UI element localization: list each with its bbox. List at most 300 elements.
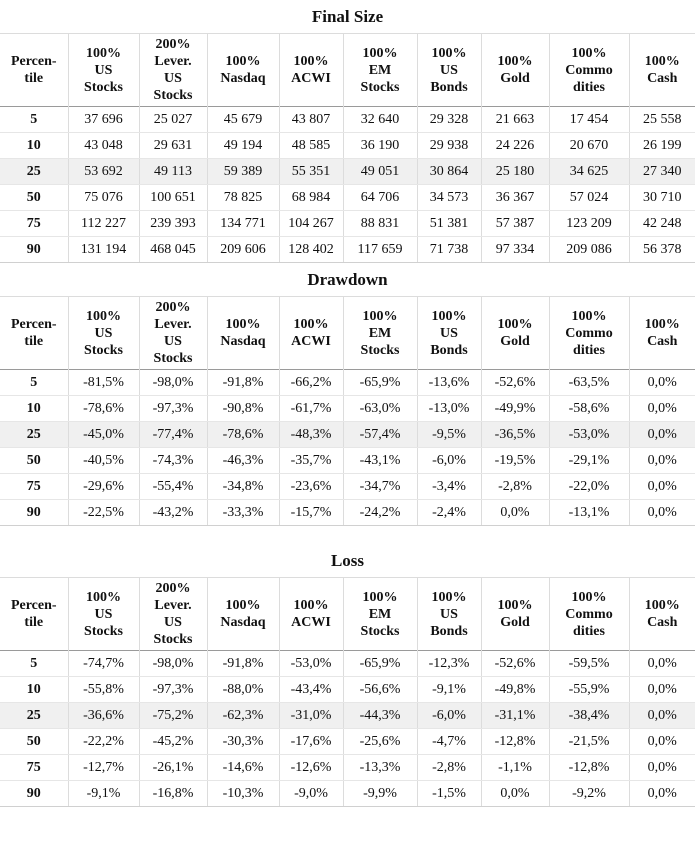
- value-cell: -29,6%: [68, 474, 139, 500]
- value-cell: 56 378: [629, 237, 695, 263]
- header-line: Bonds: [430, 79, 468, 95]
- value-cell: -29,1%: [549, 448, 629, 474]
- value-cell: 26 199: [629, 133, 695, 159]
- header-line: Stocks: [360, 623, 400, 639]
- value-cell: 88 831: [343, 211, 417, 237]
- header-line: Cash: [647, 71, 678, 86]
- value-cell: 468 045: [139, 237, 207, 263]
- column-header: [343, 34, 417, 107]
- value-cell: -58,6%: [549, 396, 629, 422]
- value-cell: 45 679: [207, 107, 279, 133]
- value-cell: 112 227: [68, 211, 139, 237]
- value-cell: 36 367: [481, 185, 549, 211]
- header-line: Stocks: [84, 79, 123, 95]
- value-cell: -6,0%: [417, 448, 481, 474]
- value-cell: 71 738: [417, 237, 481, 263]
- column-header: [279, 578, 343, 651]
- header-line: Percen-: [10, 317, 57, 332]
- value-cell: -12,3%: [417, 651, 481, 677]
- value-cell: -57,4%: [343, 422, 417, 448]
- header-line: Stocks: [153, 351, 193, 366]
- header-line: US: [94, 62, 113, 78]
- value-cell: 239 393: [139, 211, 207, 237]
- value-cell: 104 267: [279, 211, 343, 237]
- header-line: 100%: [431, 308, 467, 324]
- header-line: 100%: [225, 317, 261, 332]
- header-line: Gold: [500, 615, 530, 630]
- column-header: [549, 34, 629, 107]
- value-cell: 30 710: [629, 185, 695, 211]
- value-cell: 75 076: [68, 185, 139, 211]
- header-line: Stocks: [84, 623, 123, 639]
- percentile-cell: 50: [0, 185, 68, 211]
- value-cell: -59,5%: [549, 651, 629, 677]
- header-line: EM: [368, 325, 392, 341]
- percentile-cell: 75: [0, 211, 68, 237]
- value-cell: 36 190: [343, 133, 417, 159]
- value-cell: -22,2%: [68, 729, 139, 755]
- value-cell: -36,6%: [68, 703, 139, 729]
- value-cell: -13,0%: [417, 396, 481, 422]
- table-row: [0, 755, 695, 781]
- percentile-header: [0, 34, 68, 107]
- table-row: [0, 159, 695, 185]
- value-cell: 24 226: [481, 133, 549, 159]
- header-line: US: [440, 606, 458, 622]
- column-header: [549, 297, 629, 370]
- percentile-cell: 90: [0, 237, 68, 263]
- header-line: Stocks: [360, 79, 400, 95]
- value-cell: 134 771: [207, 211, 279, 237]
- value-cell: 117 659: [343, 237, 417, 263]
- header-line: Stocks: [84, 342, 123, 358]
- header-line: 100%: [86, 308, 121, 324]
- value-cell: -43,2%: [139, 500, 207, 526]
- value-cell: -49,9%: [481, 396, 549, 422]
- value-cell: -56,6%: [343, 677, 417, 703]
- table-row: [0, 677, 695, 703]
- header-line: ACWI: [291, 71, 331, 86]
- header-line: tile: [24, 334, 44, 349]
- table-row: [0, 185, 695, 211]
- value-cell: -21,5%: [549, 729, 629, 755]
- value-cell: 78 825: [207, 185, 279, 211]
- column-header: [207, 34, 279, 107]
- value-cell: 25 027: [139, 107, 207, 133]
- header-line: Cash: [647, 334, 678, 349]
- value-cell: 0,0%: [629, 781, 695, 807]
- header-line: 100%: [644, 54, 680, 69]
- percentile-cell: 75: [0, 474, 68, 500]
- header-line: 200%: [155, 37, 191, 52]
- header-line: 100%: [431, 45, 467, 61]
- value-cell: -25,6%: [343, 729, 417, 755]
- header-row: [0, 297, 695, 370]
- value-cell: 25 180: [481, 159, 549, 185]
- table-row: [0, 651, 695, 677]
- value-cell: -53,0%: [549, 422, 629, 448]
- section-3: [0, 544, 695, 807]
- header-line: Commo: [565, 606, 613, 622]
- value-cell: 0,0%: [481, 500, 549, 526]
- value-cell: -65,9%: [343, 370, 417, 396]
- value-cell: 68 984: [279, 185, 343, 211]
- table-row: [0, 474, 695, 500]
- header-line: tile: [24, 71, 44, 86]
- value-cell: 97 334: [481, 237, 549, 263]
- header-line: 200%: [155, 581, 191, 596]
- value-cell: 20 670: [549, 133, 629, 159]
- value-cell: 57 387: [481, 211, 549, 237]
- value-cell: 0,0%: [629, 448, 695, 474]
- column-header: [343, 297, 417, 370]
- value-cell: -55,4%: [139, 474, 207, 500]
- header-line: 100%: [644, 317, 680, 332]
- value-cell: -98,0%: [139, 651, 207, 677]
- value-cell: -63,5%: [549, 370, 629, 396]
- value-cell: -9,2%: [549, 781, 629, 807]
- percentile-cell: 50: [0, 729, 68, 755]
- value-cell: -22,5%: [68, 500, 139, 526]
- value-cell: 49 194: [207, 133, 279, 159]
- value-cell: 29 328: [417, 107, 481, 133]
- value-cell: 34 573: [417, 185, 481, 211]
- column-header: [207, 578, 279, 651]
- value-cell: -12,8%: [549, 755, 629, 781]
- value-cell: 43 807: [279, 107, 343, 133]
- value-cell: 128 402: [279, 237, 343, 263]
- value-cell: 17 454: [549, 107, 629, 133]
- header-line: 100%: [293, 598, 329, 613]
- value-cell: -33,3%: [207, 500, 279, 526]
- percentile-cell: 5: [0, 651, 68, 677]
- header-line: Lever.: [154, 598, 192, 613]
- header-line: Percen-: [10, 54, 57, 69]
- header-line: Nasdaq: [220, 615, 266, 630]
- header-line: dities: [573, 342, 605, 358]
- value-cell: 123 209: [549, 211, 629, 237]
- header-line: Lever.: [154, 317, 192, 332]
- value-cell: 53 692: [68, 159, 139, 185]
- value-cell: -13,1%: [549, 500, 629, 526]
- percentile-cell: 25: [0, 703, 68, 729]
- header-line: US: [164, 615, 182, 630]
- value-cell: -97,3%: [139, 396, 207, 422]
- column-header: [481, 34, 549, 107]
- percentile-cell: 75: [0, 755, 68, 781]
- value-cell: -38,4%: [549, 703, 629, 729]
- value-cell: 0,0%: [629, 474, 695, 500]
- table-row: [0, 729, 695, 755]
- header-line: US: [94, 606, 113, 622]
- header-line: EM: [368, 606, 392, 622]
- value-cell: -91,8%: [207, 370, 279, 396]
- header-line: dities: [573, 79, 605, 95]
- table-row: [0, 107, 695, 133]
- value-cell: 0,0%: [629, 370, 695, 396]
- value-cell: 0,0%: [629, 677, 695, 703]
- percentile-cell: 90: [0, 781, 68, 807]
- header-line: US: [164, 334, 182, 349]
- header-line: ACWI: [291, 334, 331, 349]
- value-cell: -9,5%: [417, 422, 481, 448]
- value-cell: 209 086: [549, 237, 629, 263]
- header-line: Stocks: [153, 88, 193, 103]
- value-cell: -55,9%: [549, 677, 629, 703]
- header-line: 200%: [155, 300, 191, 315]
- value-cell: -2,8%: [417, 755, 481, 781]
- value-cell: -61,7%: [279, 396, 343, 422]
- value-cell: -12,7%: [68, 755, 139, 781]
- value-cell: -35,7%: [279, 448, 343, 474]
- value-cell: -13,6%: [417, 370, 481, 396]
- value-cell: 49 051: [343, 159, 417, 185]
- value-cell: 43 048: [68, 133, 139, 159]
- value-cell: 21 663: [481, 107, 549, 133]
- data-table: [0, 33, 695, 263]
- value-cell: -98,0%: [139, 370, 207, 396]
- percentile-cell: 50: [0, 448, 68, 474]
- value-cell: -30,3%: [207, 729, 279, 755]
- column-header: [417, 34, 481, 107]
- value-cell: -78,6%: [207, 422, 279, 448]
- header-line: Cash: [647, 615, 678, 630]
- value-cell: -88,0%: [207, 677, 279, 703]
- section-gap: [0, 526, 695, 544]
- value-cell: 37 696: [68, 107, 139, 133]
- value-cell: -2,8%: [481, 474, 549, 500]
- header-line: EM: [368, 62, 392, 78]
- percentile-cell: 5: [0, 370, 68, 396]
- value-cell: -16,8%: [139, 781, 207, 807]
- value-cell: -55,8%: [68, 677, 139, 703]
- header-line: 100%: [497, 317, 533, 332]
- header-line: 100%: [86, 45, 121, 61]
- value-cell: -1,1%: [481, 755, 549, 781]
- table-row: [0, 133, 695, 159]
- value-cell: -9,9%: [343, 781, 417, 807]
- section-title: Loss: [330, 551, 365, 570]
- column-header: [417, 578, 481, 651]
- value-cell: 34 625: [549, 159, 629, 185]
- table-row: [0, 422, 695, 448]
- value-cell: -97,3%: [139, 677, 207, 703]
- percentile-cell: 10: [0, 133, 68, 159]
- value-cell: -34,7%: [343, 474, 417, 500]
- header-line: Bonds: [430, 623, 468, 639]
- value-cell: 0,0%: [629, 422, 695, 448]
- value-cell: -52,6%: [481, 651, 549, 677]
- header-line: Gold: [500, 334, 530, 349]
- value-cell: 49 113: [139, 159, 207, 185]
- value-cell: 209 606: [207, 237, 279, 263]
- header-line: Commo: [565, 62, 613, 78]
- column-header: [629, 297, 695, 370]
- percentile-cell: 10: [0, 677, 68, 703]
- column-header: [279, 297, 343, 370]
- value-cell: -77,4%: [139, 422, 207, 448]
- column-header: [549, 578, 629, 651]
- header-line: US: [164, 71, 182, 86]
- header-line: 100%: [497, 54, 533, 69]
- header-line: 100%: [644, 598, 680, 613]
- header-line: 100%: [571, 308, 607, 324]
- value-cell: -49,8%: [481, 677, 549, 703]
- percentile-cell: 25: [0, 422, 68, 448]
- header-line: 100%: [497, 598, 533, 613]
- value-cell: -6,0%: [417, 703, 481, 729]
- value-cell: -9,1%: [417, 677, 481, 703]
- header-line: 100%: [571, 45, 607, 61]
- column-header: [139, 297, 207, 370]
- value-cell: -91,8%: [207, 651, 279, 677]
- header-line: 100%: [571, 589, 607, 605]
- value-cell: 64 706: [343, 185, 417, 211]
- value-cell: 100 651: [139, 185, 207, 211]
- column-header: [629, 34, 695, 107]
- header-line: Lever.: [154, 54, 192, 69]
- value-cell: -90,8%: [207, 396, 279, 422]
- value-cell: -12,8%: [481, 729, 549, 755]
- value-cell: -14,6%: [207, 755, 279, 781]
- value-cell: -43,1%: [343, 448, 417, 474]
- section-1: [0, 0, 695, 263]
- value-cell: -34,8%: [207, 474, 279, 500]
- header-row: [0, 34, 695, 107]
- value-cell: 51 381: [417, 211, 481, 237]
- value-cell: -31,0%: [279, 703, 343, 729]
- value-cell: -36,5%: [481, 422, 549, 448]
- value-cell: 27 340: [629, 159, 695, 185]
- value-cell: -12,6%: [279, 755, 343, 781]
- value-cell: -26,1%: [139, 755, 207, 781]
- value-cell: 30 864: [417, 159, 481, 185]
- column-header: [68, 34, 139, 107]
- value-cell: -3,4%: [417, 474, 481, 500]
- header-line: 100%: [362, 308, 398, 324]
- table-row: [0, 703, 695, 729]
- column-header: [139, 578, 207, 651]
- percentile-header: [0, 578, 68, 651]
- table-row: [0, 396, 695, 422]
- value-cell: -48,3%: [279, 422, 343, 448]
- column-header: [481, 297, 549, 370]
- header-line: 100%: [293, 317, 329, 332]
- value-cell: 0,0%: [481, 781, 549, 807]
- value-cell: 0,0%: [629, 703, 695, 729]
- value-cell: -74,7%: [68, 651, 139, 677]
- value-cell: 57 024: [549, 185, 629, 211]
- value-cell: -66,2%: [279, 370, 343, 396]
- column-header: [139, 34, 207, 107]
- header-line: 100%: [86, 589, 121, 605]
- percentile-cell: 90: [0, 500, 68, 526]
- table-row: [0, 448, 695, 474]
- column-header: [629, 578, 695, 651]
- value-cell: -40,5%: [68, 448, 139, 474]
- percentile-cell: 25: [0, 159, 68, 185]
- header-line: US: [440, 62, 458, 78]
- column-header: [68, 578, 139, 651]
- value-cell: 0,0%: [629, 755, 695, 781]
- value-cell: 131 194: [68, 237, 139, 263]
- header-line: 100%: [225, 54, 261, 69]
- value-cell: -65,9%: [343, 651, 417, 677]
- header-line: 100%: [362, 45, 398, 61]
- header-line: ACWI: [291, 615, 331, 630]
- value-cell: -78,6%: [68, 396, 139, 422]
- header-line: Gold: [500, 71, 530, 86]
- header-line: Commo: [565, 325, 613, 341]
- value-cell: -52,6%: [481, 370, 549, 396]
- table-row: [0, 370, 695, 396]
- value-cell: 55 351: [279, 159, 343, 185]
- value-cell: -24,2%: [343, 500, 417, 526]
- value-cell: -23,6%: [279, 474, 343, 500]
- table-row: [0, 781, 695, 807]
- table-row: [0, 211, 695, 237]
- header-line: 100%: [431, 589, 467, 605]
- table-row: [0, 237, 695, 263]
- header-line: US: [440, 325, 458, 341]
- header-line: 100%: [293, 54, 329, 69]
- section-title: Final Size: [311, 7, 384, 26]
- value-cell: 0,0%: [629, 651, 695, 677]
- header-line: 100%: [225, 598, 261, 613]
- value-cell: -81,5%: [68, 370, 139, 396]
- column-header: [68, 297, 139, 370]
- value-cell: -75,2%: [139, 703, 207, 729]
- value-cell: -44,3%: [343, 703, 417, 729]
- column-header: [207, 297, 279, 370]
- value-cell: -45,0%: [68, 422, 139, 448]
- column-header: [343, 578, 417, 651]
- value-cell: 29 938: [417, 133, 481, 159]
- section-title: Drawdown: [307, 270, 388, 289]
- value-cell: -4,7%: [417, 729, 481, 755]
- value-cell: -10,3%: [207, 781, 279, 807]
- value-cell: -62,3%: [207, 703, 279, 729]
- value-cell: 0,0%: [629, 396, 695, 422]
- value-cell: 59 389: [207, 159, 279, 185]
- value-cell: -9,1%: [68, 781, 139, 807]
- header-line: Stocks: [360, 342, 400, 358]
- header-line: Stocks: [153, 632, 193, 647]
- percentile-cell: 10: [0, 396, 68, 422]
- header-line: Bonds: [430, 342, 468, 358]
- percentile-cell: 5: [0, 107, 68, 133]
- column-header: [279, 34, 343, 107]
- value-cell: -19,5%: [481, 448, 549, 474]
- value-cell: -45,2%: [139, 729, 207, 755]
- header-line: Nasdaq: [220, 334, 266, 349]
- data-table: [0, 577, 695, 807]
- header-line: tile: [24, 615, 44, 630]
- table-row: [0, 500, 695, 526]
- value-cell: -22,0%: [549, 474, 629, 500]
- value-cell: 25 558: [629, 107, 695, 133]
- value-cell: -53,0%: [279, 651, 343, 677]
- value-cell: -43,4%: [279, 677, 343, 703]
- header-line: US: [94, 325, 113, 341]
- value-cell: -2,4%: [417, 500, 481, 526]
- value-cell: 42 248: [629, 211, 695, 237]
- header-row: [0, 578, 695, 651]
- value-cell: -9,0%: [279, 781, 343, 807]
- data-table: [0, 296, 695, 526]
- value-cell: -15,7%: [279, 500, 343, 526]
- header-line: Nasdaq: [220, 71, 266, 86]
